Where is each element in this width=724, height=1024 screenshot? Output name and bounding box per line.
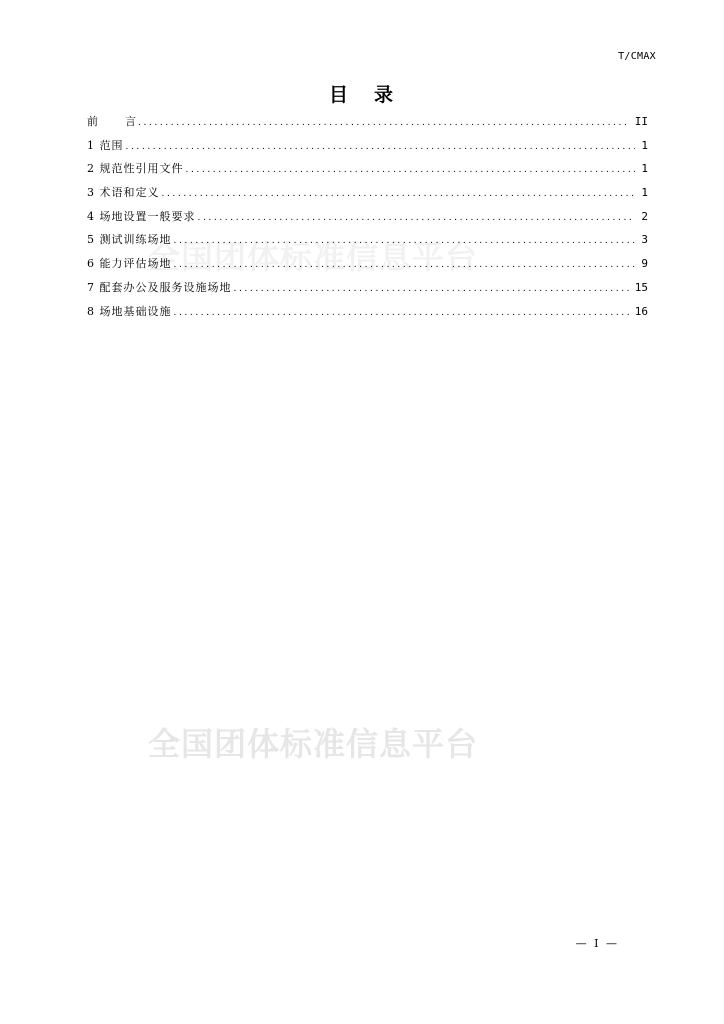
toc-entry-label xyxy=(87,114,138,130)
toc-leader-dots xyxy=(186,162,636,178)
toc-entry-5[interactable] xyxy=(87,232,648,256)
toc-list xyxy=(87,114,648,327)
toc-leader-dots xyxy=(126,139,636,155)
preface-char-1: 前 xyxy=(87,115,98,128)
toc-entry-label: 5 测试训练场地 xyxy=(87,233,172,247)
toc-leader-dots xyxy=(162,186,636,202)
toc-entry-label: 8 场地基础设施 xyxy=(87,304,172,318)
toc-entry-label: 6 能力评估场地 xyxy=(87,257,172,271)
toc-leader-dots xyxy=(198,210,636,226)
toc-title-char-2: 录 xyxy=(374,84,396,106)
toc-entry-page: 2 xyxy=(641,209,648,223)
page-number: — I — xyxy=(575,937,619,950)
toc-entry-label: 1 范围 xyxy=(87,138,124,152)
toc-entry-label: 7 配套办公及服务设施场地 xyxy=(87,280,232,294)
toc-entry-6[interactable] xyxy=(87,256,648,280)
preface-char-2: 言 xyxy=(125,115,136,128)
toc-entry-7[interactable] xyxy=(87,280,648,304)
toc-leader-dots xyxy=(234,281,629,297)
toc-entry-label: 2 规范性引用文件 xyxy=(87,162,184,176)
toc-entry-page: II xyxy=(634,115,648,128)
toc-entry-label: 4 场地设置一般要求 xyxy=(87,209,196,223)
toc-entry-preface[interactable] xyxy=(87,114,648,138)
watermark-lower: 全国团体标准信息平台 xyxy=(148,725,479,763)
toc-entry-page: 15 xyxy=(634,280,648,294)
toc-entry-8[interactable] xyxy=(87,304,648,328)
toc-title xyxy=(0,80,724,107)
toc-leader-dots xyxy=(174,257,636,273)
toc-entry-page: 3 xyxy=(641,233,648,247)
toc-entry-page: 1 xyxy=(641,162,648,176)
toc-entry-2[interactable] xyxy=(87,161,648,185)
document-code: T/CMAX xyxy=(618,51,656,62)
toc-entry-label: 3 术语和定义 xyxy=(87,186,160,200)
toc-title-char-1: 目 xyxy=(328,84,350,106)
toc-entry-4[interactable] xyxy=(87,209,648,233)
toc-entry-page: 1 xyxy=(641,138,648,152)
toc-entry-page: 16 xyxy=(634,304,648,318)
toc-entry-3[interactable] xyxy=(87,185,648,209)
watermark-upper: 全国团体标准信息平台 xyxy=(148,238,479,276)
toc-entry-page: 9 xyxy=(641,257,648,271)
toc-leader-dots xyxy=(174,233,636,249)
toc-leader-dots xyxy=(138,115,629,131)
toc-entry-page: 1 xyxy=(641,186,648,200)
toc-entry-1[interactable] xyxy=(87,138,648,162)
toc-leader-dots xyxy=(174,305,629,321)
